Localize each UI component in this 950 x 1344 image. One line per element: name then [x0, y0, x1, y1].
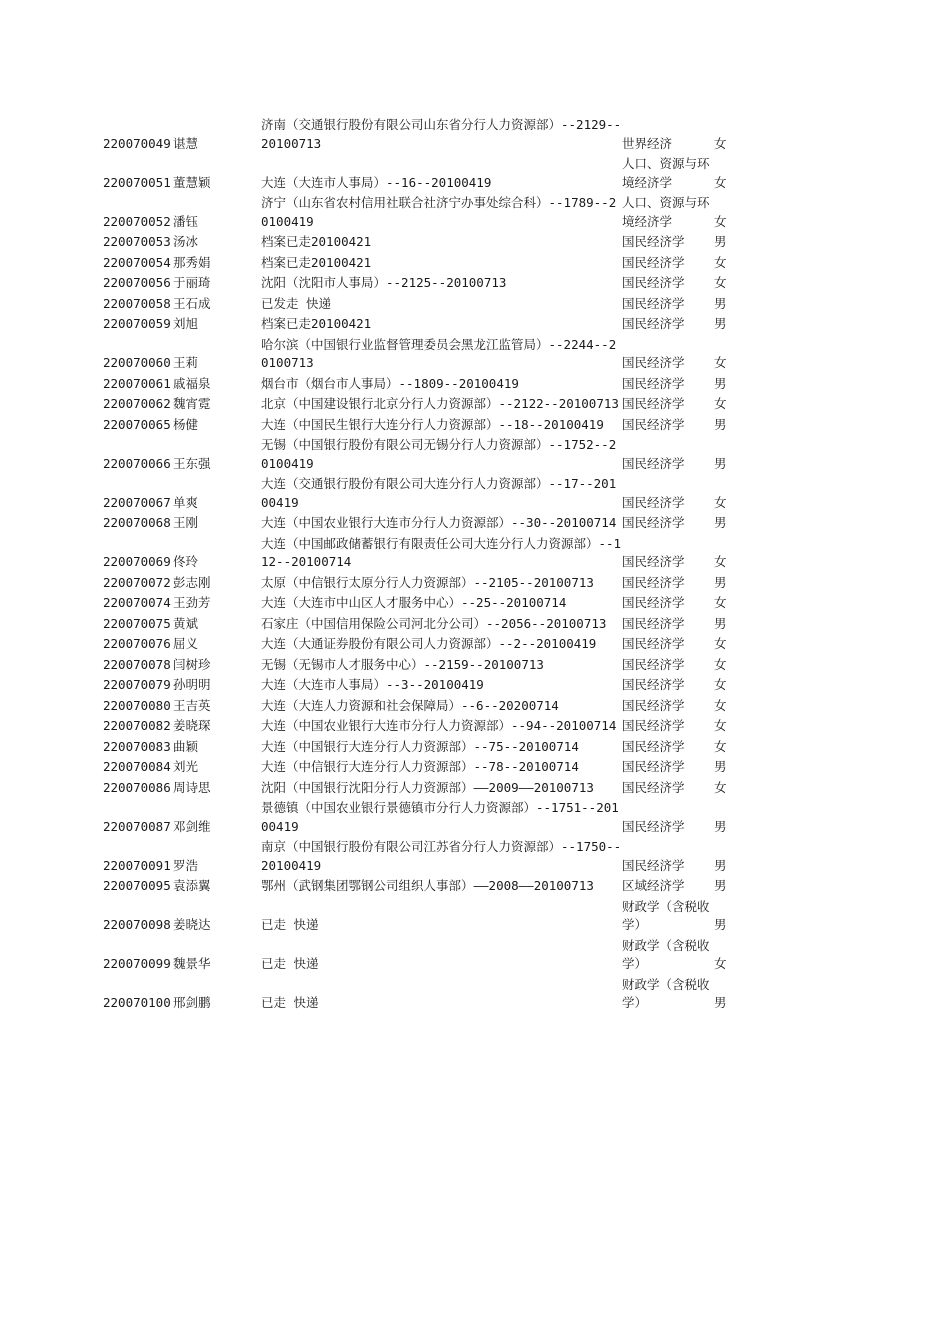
- gender-cell: 男: [714, 917, 727, 932]
- student-id-cell: 220070078: [103, 656, 171, 672]
- file-destination-cell: 已发走 快递: [261, 295, 332, 311]
- student-name-cell: 王吉英: [173, 697, 211, 713]
- student-name-cell: 闫树珍: [173, 656, 211, 672]
- file-destination-cell: 大连（大连市人事局）--16--20100419: [261, 174, 492, 190]
- student-name-cell: 王东强: [173, 455, 211, 471]
- table-row: [103, 738, 731, 757]
- student-name-cell: 姜晓达: [173, 917, 211, 932]
- gender-cell: 女: [714, 595, 727, 610]
- student-name-cell: 董慧颖: [173, 174, 211, 190]
- table-row: [103, 937, 731, 974]
- student-name-cell: 王劲芳: [173, 595, 211, 610]
- student-name-cell: 魏宵霓: [173, 396, 211, 411]
- gender-cell: 女: [714, 636, 727, 651]
- gender-cell: 女: [714, 956, 727, 971]
- major-cell: 国民经济学: [622, 275, 685, 290]
- major-cell: 区域经济学: [622, 878, 685, 893]
- student-id-cell: 220070072: [103, 574, 171, 590]
- gender-cell: 女: [714, 718, 727, 733]
- major-cell: 人口、资源与环境经济学: [622, 195, 710, 229]
- student-id-cell: 220070049: [103, 135, 171, 151]
- major-cell: 国民经济学: [622, 574, 685, 590]
- major-cell: 国民经济学: [622, 818, 685, 834]
- table-row: [103, 877, 731, 896]
- table-row: [103, 594, 731, 613]
- major-cell: 国民经济学: [622, 455, 685, 471]
- file-destination-cell: 无锡（无锡市人才服务中心）--2159--20100713: [261, 656, 544, 672]
- major-cell: 国民经济学: [622, 636, 685, 651]
- file-destination-cell: 大连（中国银行大连分行人力资源部）--75--20100714: [261, 738, 579, 754]
- file-destination-cell: 大连（中国民生银行大连分行人力资源部）--18--20100419: [261, 416, 604, 432]
- major-cell: 财政学（含税收学）: [622, 898, 710, 932]
- file-destination-cell: 烟台市（烟台市人事局）--1809--20100419: [261, 375, 519, 391]
- gender-cell: 男: [714, 995, 727, 1010]
- student-name-cell: 王莉: [173, 355, 199, 370]
- row-spacer: [103, 1013, 731, 1015]
- student-id-cell: 220070095: [103, 878, 171, 893]
- gender-cell: 男: [714, 375, 727, 391]
- major-cell: 国民经济学: [622, 254, 685, 270]
- student-name-cell: 单爽: [173, 494, 199, 510]
- student-id-cell: 220070066: [103, 455, 171, 471]
- gender-cell: 男: [714, 759, 727, 774]
- table-row: [103, 758, 731, 777]
- file-destination-cell: 哈尔滨（中国银行业监督管理委员会黑龙江监管局）--2244--20100713: [261, 336, 617, 370]
- student-name-cell: 袁添翼: [173, 878, 211, 893]
- student-id-cell: 220070076: [103, 636, 171, 651]
- student-name-cell: 杨健: [173, 416, 199, 432]
- gender-cell: 男: [714, 857, 727, 873]
- gender-cell: 女: [714, 738, 727, 754]
- table-row: [103, 336, 731, 373]
- gender-cell: 男: [714, 455, 727, 471]
- gender-cell: 男: [714, 818, 727, 834]
- file-destination-cell: 鄂州（武钢集团鄂钢公司组织人事部）——2008——20100713: [261, 878, 594, 893]
- student-name-cell: 罗浩: [173, 857, 199, 873]
- student-id-cell: 220070060: [103, 355, 171, 370]
- gender-cell: 男: [714, 615, 727, 631]
- file-destination-cell: 大连（大连市中山区人才服务中心）--25--20100714: [261, 595, 567, 610]
- table-row: [103, 155, 731, 192]
- table-row: [103, 838, 731, 875]
- student-id-cell: 220070080: [103, 697, 171, 713]
- student-id-cell: 220070075: [103, 615, 171, 631]
- file-destination-cell: 档案已走20100421: [261, 254, 372, 270]
- gender-cell: 男: [714, 295, 727, 311]
- major-cell: 国民经济学: [622, 595, 685, 610]
- table-row: [103, 395, 731, 414]
- student-name-cell: 屈义: [173, 636, 199, 651]
- student-id-cell: 220070065: [103, 416, 171, 432]
- major-cell: 国民经济学: [622, 416, 685, 432]
- table-row: [103, 436, 731, 473]
- student-id-cell: 220070062: [103, 396, 171, 411]
- file-destination-cell: 景德镇（中国农业银行景德镇市分行人力资源部）--1751--20100419: [261, 800, 619, 834]
- table-row: [103, 514, 731, 533]
- major-cell: 国民经济学: [622, 295, 685, 311]
- student-name-cell: 刘旭: [173, 316, 199, 331]
- file-destination-cell: 大连（大通证券股份有限公司人力资源部）--2--20100419: [261, 636, 597, 651]
- table-row: [103, 116, 731, 153]
- student-id-cell: 220070051: [103, 174, 171, 190]
- student-id-cell: 220070100: [103, 995, 171, 1010]
- major-cell: 国民经济学: [622, 554, 685, 569]
- student-name-cell: 曲颖: [173, 738, 199, 754]
- major-cell: 国民经济学: [622, 515, 685, 530]
- major-cell: 国民经济学: [622, 234, 685, 249]
- table-row: [103, 717, 731, 736]
- student-name-cell: 汤冰: [173, 234, 199, 249]
- file-destination-cell: 档案已走20100421: [261, 234, 372, 249]
- file-destination-cell: 大连（中国邮政储蓄银行有限责任公司大连分行人力资源部）--112--20100714: [261, 535, 622, 569]
- major-cell: 国民经济学: [622, 355, 685, 370]
- major-cell: 国民经济学: [622, 677, 685, 692]
- major-cell: 国民经济学: [622, 779, 685, 795]
- table-row: [103, 898, 731, 935]
- student-id-cell: 220070091: [103, 857, 171, 873]
- major-cell: 国民经济学: [622, 494, 685, 510]
- table-row: [103, 254, 731, 273]
- student-id-cell: 220070082: [103, 718, 171, 733]
- gender-cell: 男: [714, 316, 727, 331]
- gender-cell: 男: [714, 574, 727, 590]
- table-row: [103, 274, 731, 293]
- student-id-cell: 220070084: [103, 759, 171, 774]
- gender-cell: 男: [714, 416, 727, 432]
- table-row: [103, 779, 731, 798]
- major-cell: 国民经济学: [622, 697, 685, 713]
- student-name-cell: 于丽琦: [173, 275, 211, 290]
- student-id-cell: 220070068: [103, 515, 171, 530]
- table-row: [103, 697, 731, 716]
- file-destination-cell: 沈阳（沈阳市人事局）--2125--20100713: [261, 275, 507, 290]
- file-destination-cell: 无锡（中国银行股份有限公司无锡分行人力资源部）--1752--20100419: [261, 437, 617, 471]
- gender-cell: 女: [714, 656, 727, 672]
- table-row: [103, 574, 731, 593]
- major-cell: 国民经济学: [622, 615, 685, 631]
- student-name-cell: 刘光: [173, 759, 199, 774]
- file-destination-cell: 大连（中信银行大连分行人力资源部）--78--20100714: [261, 759, 579, 774]
- student-id-cell: 220070098: [103, 917, 171, 932]
- file-destination-cell: 石家庄（中国信用保险公司河北分公司）--2056--20100713: [261, 615, 607, 631]
- gender-cell: 女: [714, 254, 727, 270]
- student-name-cell: 戚福泉: [173, 375, 211, 391]
- student-id-cell: 220070083: [103, 738, 171, 754]
- gender-cell: 女: [714, 697, 727, 713]
- gender-cell: 女: [714, 396, 727, 411]
- file-destination-cell: 沈阳（中国银行沈阳分行人力资源部）——2009——20100713: [261, 779, 594, 795]
- file-destination-cell: 已走 快递: [261, 995, 319, 1010]
- gender-cell: 男: [714, 234, 727, 249]
- records-body: [103, 116, 731, 1015]
- row-spacer-cell: [103, 1013, 731, 1015]
- gender-cell: 男: [714, 515, 727, 530]
- student-id-cell: 220070086: [103, 779, 171, 795]
- file-destination-cell: 济宁（山东省农村信用社联合社济宁办事处综合科）--1789--20100419: [261, 195, 617, 229]
- major-cell: 国民经济学: [622, 857, 685, 873]
- table-row: [103, 656, 731, 675]
- file-destination-cell: 档案已走20100421: [261, 316, 372, 331]
- student-id-cell: 220070099: [103, 956, 171, 971]
- student-name-cell: 谌慧: [173, 135, 199, 151]
- file-destination-cell: 太原（中信银行太原分行人力资源部）--2105--20100713: [261, 574, 594, 590]
- table-row: [103, 475, 731, 512]
- gender-cell: 女: [714, 174, 727, 190]
- gender-cell: 女: [714, 355, 727, 370]
- student-id-cell: 220070067: [103, 494, 171, 510]
- student-id-cell: 220070069: [103, 554, 171, 569]
- file-destination-cell: 大连（中国农业银行大连市分行人力资源部）--30--20100714: [261, 515, 617, 530]
- table-row: [103, 194, 731, 231]
- gender-cell: 女: [714, 779, 727, 795]
- file-destination-cell: 大连（中国农业银行大连市分行人力资源部）--94--20100714: [261, 718, 617, 733]
- student-name-cell: 彭志刚: [173, 574, 211, 590]
- student-id-cell: 220070053: [103, 234, 171, 249]
- student-name-cell: 佟玲: [173, 554, 199, 569]
- file-destination-cell: 北京（中国建设银行北京分行人力资源部）--2122--20100713: [261, 396, 619, 411]
- gender-cell: 女: [714, 554, 727, 569]
- student-id-cell: 220070058: [103, 295, 171, 311]
- student-id-cell: 220070054: [103, 254, 171, 270]
- major-cell: 国民经济学: [622, 718, 685, 733]
- major-cell: 财政学（含税收学）: [622, 976, 710, 1010]
- gender-cell: 女: [714, 135, 727, 151]
- records-table: [103, 116, 731, 1015]
- student-name-cell: 邓剑维: [173, 818, 211, 834]
- major-cell: 世界经济: [622, 135, 673, 151]
- table-row: [103, 535, 731, 572]
- file-destination-cell: 济南（交通银行股份有限公司山东省分行人力资源部）--2129--20100713: [261, 117, 622, 151]
- student-name-cell: 王刚: [173, 515, 199, 530]
- file-destination-cell: 大连（交通银行股份有限公司大连分行人力资源部）--17--20100419: [261, 476, 617, 510]
- table-row: [103, 416, 731, 435]
- gender-cell: 女: [714, 677, 727, 692]
- major-cell: 国民经济学: [622, 656, 685, 672]
- student-id-cell: 220070079: [103, 677, 171, 692]
- student-name-cell: 那秀娟: [173, 254, 211, 270]
- major-cell: 国民经济学: [622, 738, 685, 754]
- major-cell: 财政学（含税收学）: [622, 937, 710, 971]
- gender-cell: 女: [714, 213, 727, 229]
- table-row: [103, 635, 731, 654]
- student-name-cell: 邢剑鹏: [173, 995, 211, 1010]
- student-id-cell: 220070052: [103, 213, 171, 229]
- student-id-cell: 220070074: [103, 595, 171, 610]
- student-id-cell: 220070061: [103, 375, 171, 391]
- file-destination-cell: 南京（中国银行股份有限公司江苏省分行人力资源部）--1750--20100419: [261, 839, 622, 873]
- major-cell: 国民经济学: [622, 375, 685, 391]
- student-name-cell: 潘钰: [173, 213, 199, 229]
- table-row: [103, 676, 731, 695]
- major-cell: 人口、资源与环境经济学: [622, 156, 710, 190]
- student-name-cell: 姜晓琛: [173, 718, 211, 733]
- table-row: [103, 315, 731, 334]
- table-row: [103, 295, 731, 314]
- table-row: [103, 233, 731, 252]
- gender-cell: 女: [714, 494, 727, 510]
- table-row: [103, 976, 731, 1013]
- table-row: [103, 375, 731, 394]
- file-destination-cell: 已走 快递: [261, 956, 319, 971]
- major-cell: 国民经济学: [622, 396, 685, 411]
- file-destination-cell: 大连（大连人力资源和社会保障局）--6--20200714: [261, 697, 559, 713]
- gender-cell: 女: [714, 275, 727, 290]
- file-destination-cell: 大连（大连市人事局）--3--20100419: [261, 677, 484, 692]
- student-name-cell: 王石成: [173, 295, 211, 311]
- student-name-cell: 孙明明: [173, 677, 211, 692]
- student-id-cell: 220070087: [103, 818, 171, 834]
- gender-cell: 男: [714, 878, 727, 893]
- student-id-cell: 220070059: [103, 316, 171, 331]
- student-name-cell: 魏景华: [173, 956, 211, 971]
- file-destination-cell: 已走 快递: [261, 917, 319, 932]
- student-name-cell: 周诗思: [173, 779, 211, 795]
- table-row: [103, 799, 731, 836]
- major-cell: 国民经济学: [622, 316, 685, 331]
- table-row: [103, 615, 731, 634]
- major-cell: 国民经济学: [622, 759, 685, 774]
- student-name-cell: 黄斌: [173, 615, 199, 631]
- student-id-cell: 220070056: [103, 275, 171, 290]
